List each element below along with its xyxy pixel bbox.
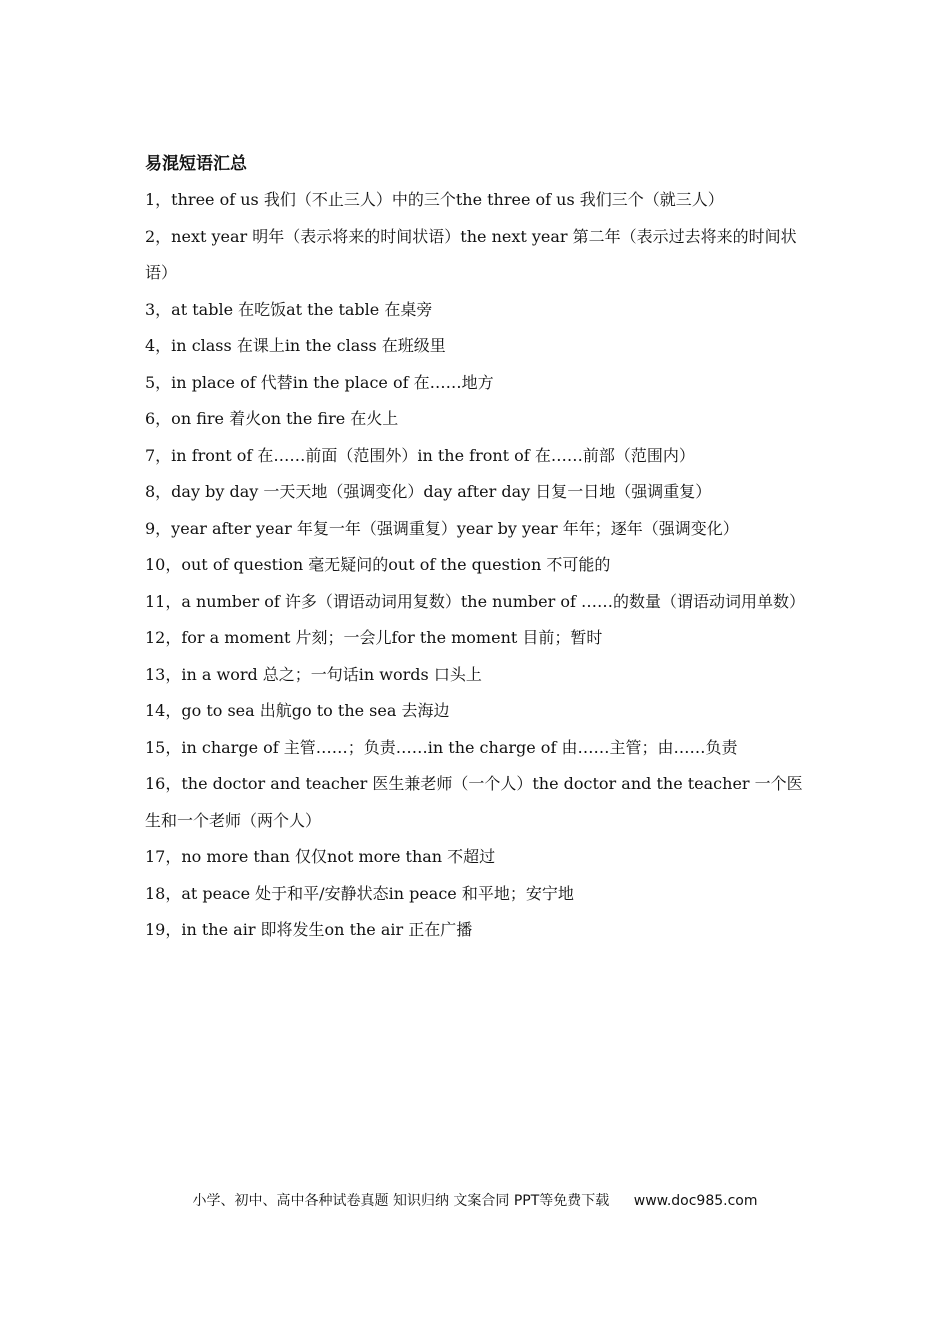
- phrase-list: [145, 182, 810, 949]
- phrase-item: 7，in front of 在……前面（范围外）in the front of 在……前部（范围内）: [145, 445, 695, 465]
- phrase-item: 14，go to sea 出航go to the sea 去海边: [145, 701, 450, 720]
- phrase-item: 15，in charge of 主管……；负责……in the charge of 由……主管；由……负责: [145, 737, 738, 757]
- phrase-item: 4，in class 在课上in the class 在班级里: [145, 336, 446, 355]
- phrase-item: 17，no more than 仅仅not more than 不超过: [145, 847, 496, 866]
- document-title: 易混短语汇总: [145, 154, 247, 174]
- phrase-item: 18，at peace 处于和平/安静状态in peace 和平地；安宁地: [145, 883, 574, 903]
- page-footer: [0, 1190, 950, 1212]
- phrase-item: 3，at table 在吃饭at the table 在桌旁: [145, 299, 433, 319]
- phrase-item: 10，out of question 毫无疑问的out of the question 不可能的: [145, 555, 611, 574]
- phrase-item: 11，a number of 许多（谓语动词用复数）the number of ……的数量（谓语动词用单数）: [145, 591, 806, 611]
- footer-url[interactable]: www.doc985.com: [633, 1193, 758, 1209]
- document-body: [145, 146, 810, 949]
- phrase-item: 12，for a moment 片刻；一会儿for the moment 目前；暂时: [145, 628, 603, 647]
- phrase-item: 6，on fire 着火on the fire 在火上: [145, 409, 399, 428]
- phrase-item: 5，in place of 代替in the place of 在……地方: [145, 372, 494, 392]
- footer-text: 小学、初中、高中各种试卷真题 知识归纳 文案合同 PPT等免费下载: [192, 1193, 610, 1209]
- phrase-item: 13，in a word 总之；一句话in words 口头上: [145, 664, 482, 684]
- phrase-item: 2，next year 明年（表示将来的时间状语）the next year 第二年（表示过去将来的时间状语）: [145, 226, 797, 282]
- phrase-item: 19，in the air 即将发生on the air 正在广播: [145, 920, 473, 939]
- phrase-item: 9，year after year 年复一年（强调重复）year by year 年年；逐年（强调变化）: [145, 518, 739, 538]
- phrase-item: 8，day by day 一天天地（强调变化）day after day 日复一日地（强调重复）: [145, 482, 712, 501]
- phrase-item: 16，the doctor and teacher 医生兼老师（一个人）the doctor and the teacher 一个医生和一个老师（两个人）: [145, 774, 803, 830]
- phrase-item: 1，three of us 我们（不止三人）中的三个the three of us 我们三个（就三人）: [145, 190, 724, 209]
